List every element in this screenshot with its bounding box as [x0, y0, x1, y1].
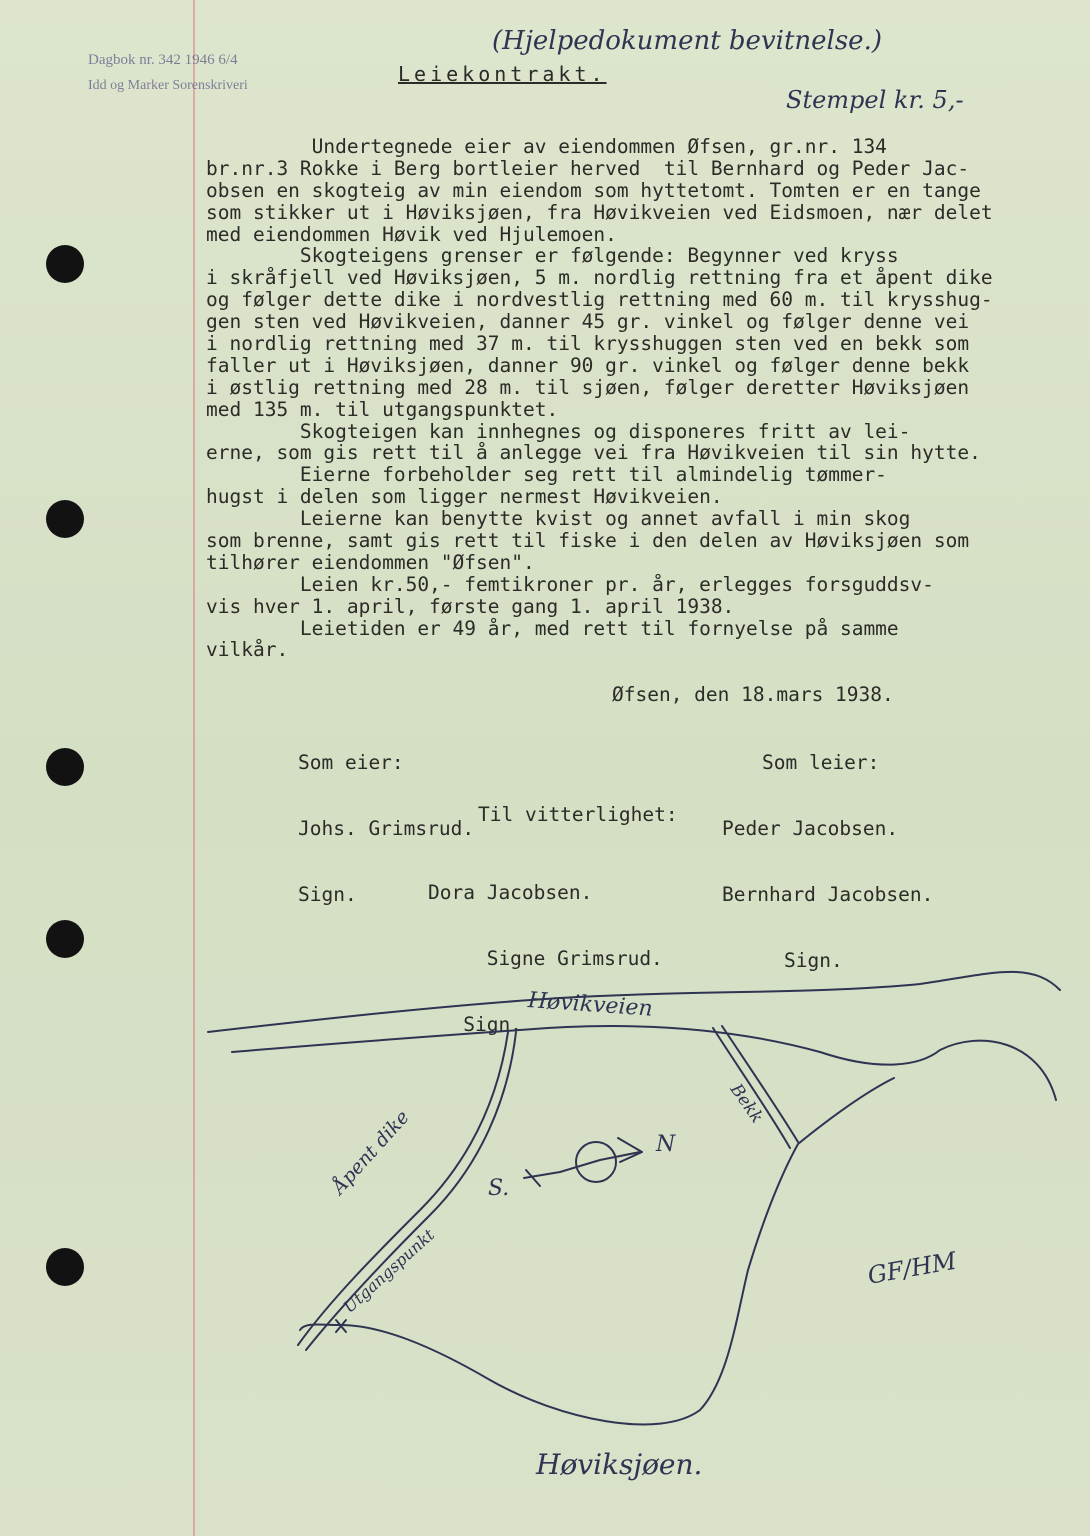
contract-line: faller ut i Høviksjøen, danner 90 gr. vinkel og følger denne bekk: [206, 353, 970, 377]
witness-name-1: Dora Jacobsen.: [428, 881, 593, 904]
contract-line: Skogteigen kan innhegnes og disponeres fritt av lei-: [206, 419, 911, 443]
tenant-name-1: Peder Jacobsen.: [722, 817, 899, 840]
contract-line: som brenne, samt gis rett til fiske i den delen av Høviksjøen som: [206, 529, 970, 553]
contract-line: Eierne forbeholder seg rett til almindelig tømmer-: [206, 463, 887, 487]
road-lower-edge: [232, 1026, 1056, 1100]
stream-label: Bekk: [725, 1080, 767, 1128]
witness-sign: Sign.: [428, 1013, 522, 1036]
ditch-line-left: [298, 1032, 508, 1345]
registry-stamp-line1: Dagbok nr. 342 1946 6/4: [88, 52, 238, 68]
contract-line: vilkår.: [206, 638, 289, 662]
contract-line: med eiendommen Høvik ved Hjulemoen.: [206, 222, 617, 246]
tenant-sign: Sign.: [784, 949, 843, 972]
witness-heading: Til vitterlighet:: [478, 803, 678, 826]
tenant-name-2: Bernhard Jacobsen.: [722, 883, 934, 906]
contract-line: i nordlig rettning med 37 m. til krysshuggen sten ved en bekk som: [206, 332, 970, 356]
owner-name: Johs. Grimsrud.: [298, 817, 475, 840]
document-title: Leiekontrakt.: [398, 62, 607, 86]
registry-stamp-line2: Idd og Marker Sorenskriveri: [88, 78, 248, 93]
initials: GF/HM: [865, 1246, 959, 1290]
start-point-label: Utgangspunkt: [339, 1225, 439, 1317]
ditch-label: Åpent dike: [327, 1106, 414, 1199]
contract-line: vis hver 1. april, første gang 1. april 1938.: [206, 594, 735, 618]
contract-line: Skogteigens grenser er følgende: Begynner ved kryss: [206, 244, 899, 268]
compass-arrow: [524, 1152, 640, 1178]
stream-line-left: [713, 1028, 790, 1148]
contract-line: Leien kr.50,- femtikroner pr. år, erlegges forsguddsv-: [206, 572, 934, 596]
contract-line: og følger dette dike i nordvestlig rettning med 60 m. til krysshug-: [206, 288, 993, 312]
contract-line: i skråfjell ved Høviksjøen, 5 m. nordlig rettning fra et åpent dike: [206, 266, 993, 290]
contract-line: i østlig rettning med 28 m. til sjøen, følger deretter Høviksjøen: [206, 375, 970, 399]
contract-line: som stikker ut i Høviksjøen, fra Høvikveien ved Eidsmoen, nær delet: [206, 200, 993, 224]
contract-line: Leietiden er 49 år, med rett til fornyelse på samme: [206, 616, 899, 640]
contract-line: med 135 m. til utgangspunktet.: [206, 397, 559, 421]
owner-label: Som eier:: [298, 751, 404, 774]
south-label: S.: [488, 1176, 510, 1201]
tenant-label: Som leier:: [762, 751, 880, 774]
road-label: Høvikveien: [527, 988, 654, 1022]
place-date: Øfsen, den 18.mars 1938.: [612, 683, 894, 706]
contract-line: Leierne kan benytte kvist og annet avfall i min skog: [206, 507, 911, 531]
north-label: N: [656, 1132, 676, 1157]
witness-name-2: Signe Grimsrud.: [428, 947, 663, 970]
contract-line: Undertegnede eier av eiendommen Øfsen, gr.nr. 134: [206, 135, 887, 158]
lake-label: Høviksjøen.: [536, 1448, 703, 1481]
contract-line: gen sten ved Høvikveien, danner 45 gr. vinkel og følger denne vei: [206, 310, 970, 334]
contract-line: obsen en skogteig av min eiendom som hyttetomt. Tomten er en tange: [206, 178, 981, 202]
compass-arrowhead: [618, 1138, 642, 1162]
contract-line: hugst i delen som ligger nermest Høvikveien.: [206, 485, 723, 509]
contract-line: erne, som gis rett til å anlegge vei fra Høvikveien til sin hytte.: [206, 441, 981, 465]
contract-line: tilhører eiendommen "Øfsen".: [206, 550, 535, 574]
stamp-duty-note: Stempel kr. 5,-: [786, 86, 964, 114]
handwritten-note: (Hjelpedokument bevitnelse.): [492, 26, 882, 56]
owner-sign: Sign.: [298, 883, 357, 906]
contract-line: br.nr.3 Rokke i Berg bortleier herved til Bernhard og Peder Jac-: [206, 156, 970, 180]
